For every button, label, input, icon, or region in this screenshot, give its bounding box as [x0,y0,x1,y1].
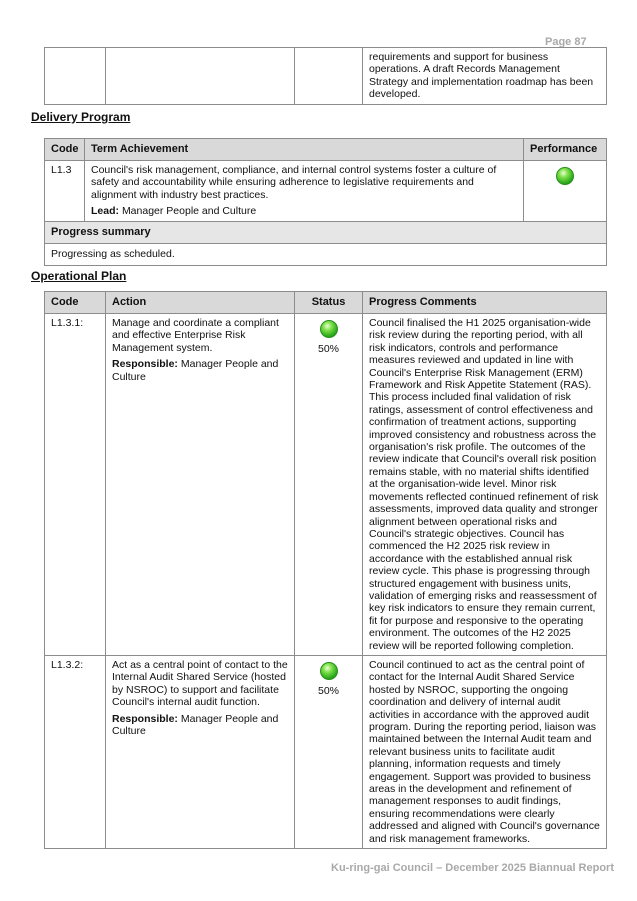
column-header-code: Code [45,139,85,161]
continuation-code-cell [45,48,106,105]
page-number: Page 87 [545,36,587,48]
green-circle-icon [556,167,574,185]
performance-cell [524,161,607,222]
continuation-comment-cell: requirements and support for business operations. A draft Records Management Strategy and implementation roadmap has been developed. [363,48,607,105]
delivery-program-table [44,138,607,266]
responsible-line [112,713,288,738]
table-row [45,48,607,105]
progress-comments: Council continued to act as the central point of contact for the Internal Audit Shared Service hosted by NSROC, supporting the ongoing coordination and delivery of internal audit activities in accordance with the approved audit program. During the reporting period, liaison was maintained between the Internal Audit team and relevant business units to facilitate audit planning, information requests and timely engagement. Support was provided to business areas in the development and refinement of management responses to audit findings, ensuring recommendations were clearly addressed and aligned with Council's governance and risk management frameworks. [363,655,607,848]
progress-summary-row [45,243,607,265]
column-header-status: Status [295,292,363,314]
continuation-status-cell [295,48,363,105]
term-achievement-cell [85,161,524,222]
table-header-row [45,292,607,314]
action-text: Act as a central point of contact to the Internal Audit Shared Service (hosted by NSROC) to support and facilitate Council's internal audit function. [112,658,288,709]
column-header-term-achievement: Term Achievement [85,139,524,161]
action-text: Manage and coordinate a compliant and effective Enterprise Risk Management system. [112,317,279,354]
column-header-progress-comments: Progress Comments [363,292,607,314]
progress-summary-label: Progress summary [45,221,607,243]
progress-comments: Council finalised the H1 2025 organisation-wide risk review during the reporting period, with all risk indicators, controls and performance measures reviewed and updated in line with Council's Enterprise Risk Management (ERM) Framework and Risk Appetite Statement (RAS). This process included final validation of risk ratings, assessment of control effectiveness and confirmation of treatment actions, supporting improved consistency and robustness across the organisation's risk profile. The outcomes of the review indicate that Council's overall risk position remains stable, with no material shifts identified at the organisation-wide level. Minor risk movements reflected continued refinement of risk assessments, improved data quality and stronger alignment between operational risks and Council's strategic objectives. Council has commenced the H2 2025 risk review in accordance with the established annual risk review cycle. This phase is progressing through structured engagement with business units, validation of emerging risks and reassessment of key risk indicators to ensure they remain current, fit for purpose and responsive to the operating environment. The outcomes of the H2 2025 review will be reported following completion. [363,314,607,656]
lead-line [91,205,517,217]
term-code: L1.3 [45,161,85,222]
operational-plan-table [44,291,607,849]
responsible-line [112,358,288,383]
column-header-performance: Performance [524,139,607,161]
progress-summary-header-row [45,221,607,243]
status-percent: 50% [317,684,339,697]
progress-summary-text: Progressing as scheduled. [45,243,607,265]
column-header-code: Code [45,292,106,314]
action-cell [106,314,295,656]
table-row [45,314,607,656]
footer: Ku-ring-gai Council – December 2025 Biannual Report [331,862,615,874]
table-row [45,655,607,848]
continuation-action-cell [106,48,295,105]
lead-label: Lead: [91,205,120,218]
responsible-value: Manager People and Culture [112,358,279,383]
responsible-value: Manager People and Culture [112,712,279,737]
action-code: L1.3.1: [45,314,106,656]
action-cell [106,655,295,848]
status-percent: 50% [317,343,339,355]
status-cell [295,655,363,848]
status-cell [295,314,363,656]
operational-plan-heading: Operational Plan [31,269,127,283]
green-circle-icon [320,662,338,680]
column-header-action: Action [106,292,295,314]
delivery-program-heading: Delivery Program [31,110,131,124]
lead-value: Manager People and Culture [121,205,257,218]
table-row [45,161,607,222]
continuation-table [44,47,607,105]
responsible-label: Responsible: [112,712,178,725]
table-header-row [45,139,607,161]
green-circle-icon [320,320,338,338]
responsible-label: Responsible: [112,358,178,371]
action-code: L1.3.2: [45,655,106,848]
term-achievement-text: Council's risk management, compliance, and internal control systems foster a culture of safety and accountability while ensuring adherence to legislative requirements and alignment with industry best practices. [91,164,497,201]
